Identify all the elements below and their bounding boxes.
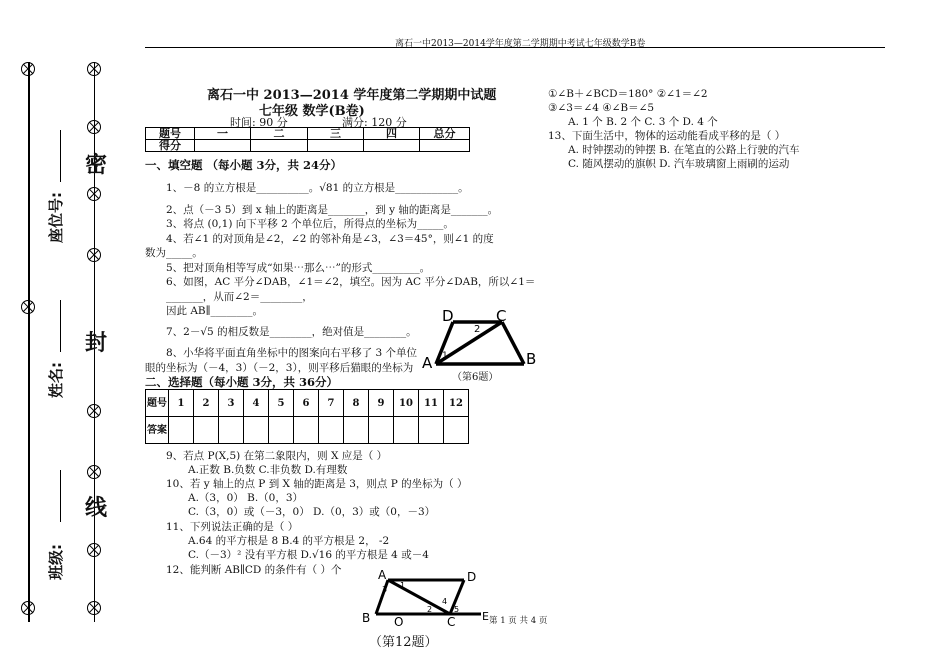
punch-hole-icon [21, 601, 35, 615]
punch-hole-icon [87, 601, 101, 615]
fig6-label-C: C [496, 307, 507, 325]
punch-hole-icon [87, 465, 101, 479]
question-10: 10、若 y 轴上的点 P 到 X 轴的距离是 3，则点 P 的坐标为（ ） [166, 478, 468, 490]
score-header: 四 [364, 128, 420, 140]
seal-char-xian: 线 [85, 495, 108, 521]
punch-hole-icon [87, 543, 101, 557]
score-cell[interactable] [364, 140, 420, 152]
page-header: 离石一中2013—2014学年度第二学期期中考试七年级数学B卷 [395, 39, 646, 49]
binding-line-left [28, 62, 30, 622]
fig12-angle-1: 1 [400, 581, 406, 590]
question-8: 8、小华将平面直角坐标中的图案向右平移了 3 个单位 [166, 347, 418, 359]
question-4: 4、若∠1 的对顶角是∠2，∠2 的邻补角是∠3，∠3＝45°，则∠1 的度 [166, 233, 494, 245]
score-header: 总分 [420, 128, 470, 140]
fig12-label-E: E [482, 610, 489, 623]
answer-cell[interactable] [169, 417, 194, 444]
fig12-label-C: C [447, 615, 456, 628]
seat-number-field[interactable] [60, 130, 61, 182]
q12-condition-1-2: ①∠B＋∠BCD＝180° ②∠1＝∠2 [548, 88, 708, 100]
exam-full-score: 满分: 120 分 [342, 116, 407, 129]
figure-12-caption: （第12题） [369, 635, 438, 650]
question-13-options-cd: C. 随风摆动的旗帜 D. 汽车玻璃窗上雨刷的运动 [568, 158, 790, 170]
answer-cell[interactable] [319, 417, 344, 444]
question-3: 3、将点 (0,1) 向下平移 2 个单位后，所得点的坐标为_____。 [166, 218, 454, 230]
question-6-cont2: 因此 AB∥________。 [166, 305, 263, 317]
question-number: 3 [219, 390, 244, 417]
score-header: 三 [308, 128, 364, 140]
fig12-angle-2: 2 [427, 605, 433, 614]
question-11-options-cd: C.（－3）² 没有平方根 D.√16 的平方根是 4 或－4 [188, 549, 429, 561]
answer-row-label: 题号 [146, 390, 169, 417]
question-number: 11 [419, 390, 444, 417]
question-7: 7、2－√5 的相反数是________，绝对值是________。 [166, 326, 417, 338]
answer-cell[interactable] [244, 417, 269, 444]
answer-cell[interactable] [294, 417, 319, 444]
question-6: 6、如图，AC 平分∠DAB，∠1＝∠2，填空。因为 AC 平分∠DAB，所以∠1＝ [166, 276, 536, 288]
answer-cell[interactable] [344, 417, 369, 444]
figure-12 [356, 566, 496, 628]
question-number: 2 [194, 390, 219, 417]
section1-heading: 一、填空题 （每小题 3分，共 24分） [145, 158, 343, 172]
answer-cell[interactable] [219, 417, 244, 444]
question-number: 5 [269, 390, 294, 417]
score-cell[interactable] [251, 140, 308, 152]
answer-table [145, 389, 469, 444]
fig12-label-D: D [467, 570, 477, 584]
fig12-label-A: A [378, 568, 387, 582]
question-1: 1、－8 的立方根是__________。√81 的立方根是____________。 [166, 182, 469, 194]
fig12-label-O: O [394, 615, 404, 628]
question-9: 9、若点 P(X,5) 在第二象限内，则 X 应是（ ） [166, 450, 388, 462]
fig6-angle-2: 2 [474, 324, 481, 335]
q12-condition-3-4: ③∠3＝∠4 ④∠B＝∠5 [548, 102, 655, 114]
answer-cell[interactable] [194, 417, 219, 444]
punch-hole-icon [21, 300, 35, 314]
question-number: 10 [394, 390, 419, 417]
seal-char-mi: 密 [85, 152, 108, 178]
section2-heading: 二、选择题（每小题 3分，共 36分） [145, 375, 339, 389]
punch-hole-icon [87, 187, 101, 201]
question-6-cont: _______，从而∠2＝________， [166, 291, 313, 303]
class-field[interactable] [60, 470, 61, 522]
fig6-label-D: D [442, 307, 454, 325]
question-number: 4 [244, 390, 269, 417]
question-4-cont: 数为_____。 [145, 247, 203, 259]
question-11-options-ab: A.64 的平方根是 8 B.4 的平方根是 2， -2 [188, 535, 390, 547]
score-header: 题号 [146, 128, 195, 140]
score-cell[interactable] [195, 140, 251, 152]
question-number: 6 [294, 390, 319, 417]
exam-title: 离石一中 2013—2014 学年度第二学期期中试题 [207, 88, 497, 103]
exam-subtitle: 七年级 数学(B卷) [259, 104, 365, 119]
question-13-options-ab: A. 时钟摆动的钟摆 B. 在笔直的公路上行驶的汽车 [568, 144, 800, 156]
name-label: 姓名: [47, 362, 65, 398]
answer-cell[interactable] [269, 417, 294, 444]
question-2: 2、点（－3 5）到 x 轴上的距离是_______，到 y 轴的距离是_______。 [166, 204, 499, 216]
answer-cell[interactable] [444, 417, 469, 444]
fig6-angle-1: 1 [442, 351, 448, 361]
score-header: 一 [195, 128, 251, 140]
question-13: 13、下面生活中，物体的运动能看成平移的是（ ） [548, 130, 786, 142]
figure-6-caption: （第6题） [452, 372, 499, 383]
question-5: 5、把对顶角相等写成“如果⋯那么⋯”的形式_________。 [166, 262, 431, 274]
punch-hole-icon [87, 120, 101, 134]
question-12: 12、能判断 AB∥CD 的条件有（ ）个 [166, 564, 342, 576]
score-header: 二 [251, 128, 308, 140]
answer-cell[interactable] [394, 417, 419, 444]
question-number: 12 [444, 390, 469, 417]
score-row-label: 得分 [146, 140, 195, 152]
question-number: 8 [344, 390, 369, 417]
score-table [145, 127, 470, 152]
score-cell[interactable] [308, 140, 364, 152]
score-cell[interactable] [420, 140, 470, 152]
punch-hole-icon [21, 62, 35, 76]
question-number: 7 [319, 390, 344, 417]
seat-number-label: 座位号: [47, 192, 65, 243]
exam-time: 时间: 90 分 [230, 116, 288, 129]
fig6-label-B: B [526, 350, 537, 368]
q12-options: A. 1 个 B. 2 个 C. 3 个 D. 4 个 [568, 116, 718, 128]
question-number: 1 [169, 390, 194, 417]
name-field[interactable] [60, 300, 61, 352]
question-11: 11、下列说法正确的是（ ） [166, 521, 299, 533]
question-9-options: A.正数 B.负数 C.非负数 D.有理数 [188, 464, 348, 476]
fig6-label-A: A [422, 354, 433, 372]
fig12-angle-4: 4 [442, 597, 448, 606]
header-rule [145, 47, 885, 48]
answer-row-label: 答案 [146, 417, 169, 444]
fig12-angle-5: 5 [454, 605, 460, 614]
question-10-options-cd: C.（3，0）或（－3，0） D.（0，3）或（0，－3） [188, 506, 436, 518]
answer-cell[interactable] [369, 417, 394, 444]
question-10-options-ab: A.（3，0） B.（0，3） [188, 492, 304, 504]
punch-hole-icon [87, 404, 101, 418]
punch-hole-icon [87, 62, 101, 76]
class-label: 班级: [47, 544, 65, 580]
page-number: 第 1 页 共 4 页 [489, 616, 548, 626]
fig12-angle-3: 3 [382, 585, 388, 594]
question-8-cont: 眼的坐标为（－4，3）（－2，3），则平移后猫眼的坐标为 [145, 362, 414, 374]
answer-cell[interactable] [419, 417, 444, 444]
fig12-label-B: B [362, 611, 371, 625]
question-number: 9 [369, 390, 394, 417]
seal-char-feng: 封 [85, 330, 108, 356]
punch-hole-icon [87, 248, 101, 262]
